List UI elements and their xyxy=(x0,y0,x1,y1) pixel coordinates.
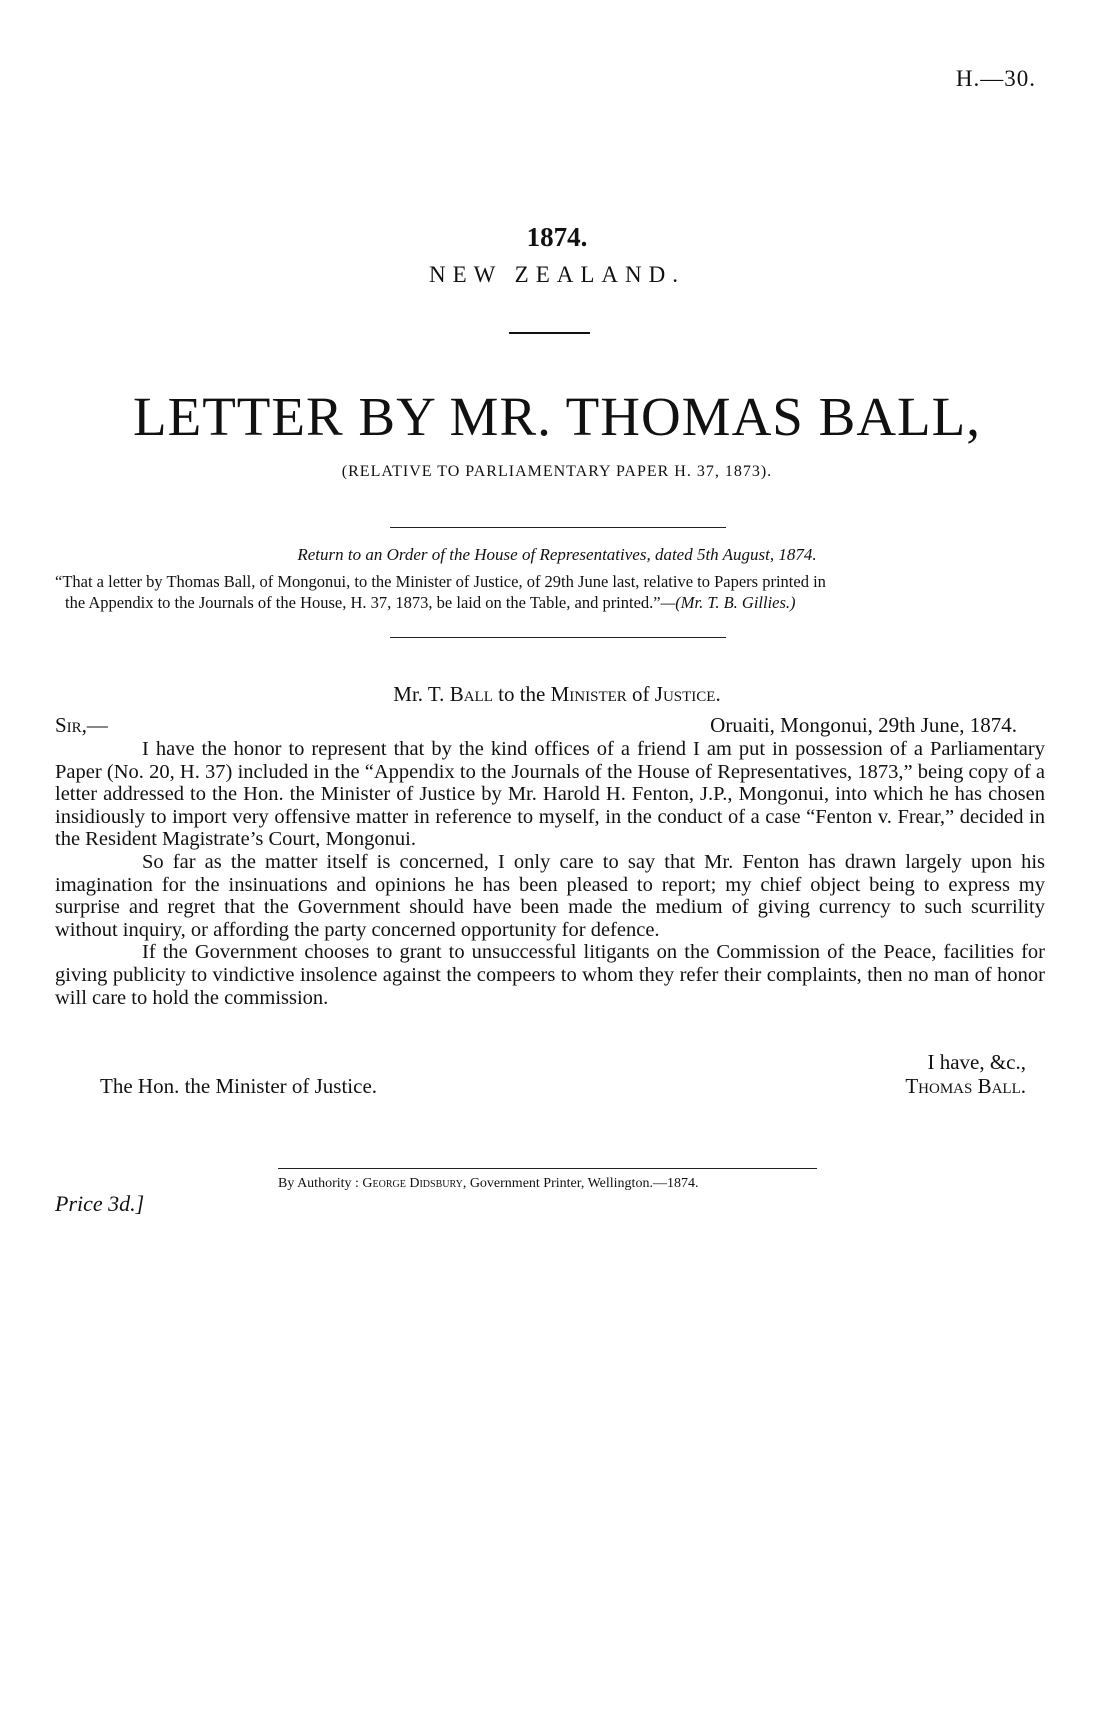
heading-recipient-office: Justice xyxy=(654,682,716,706)
divider-short xyxy=(509,332,590,334)
footer-divider xyxy=(278,1168,817,1169)
addressee: The Hon. the Minister of Justice. xyxy=(100,1074,378,1098)
letter-address: Oruaiti, Mongonui, 29th June, 1874. xyxy=(710,713,1017,737)
heading-text: of xyxy=(626,682,655,706)
letter-paragraph: I have the honor to represent that by the kind offices of a friend I am put in possession of a Parliamentary Paper (No. 20, H. 37) included in the “Appendix to the Journals of the House of Representatives, 1873,” being copy of a letter addressed to the Hon. the Minister of Justice by Mr. Harold H. Fenton, J.P., Mongonui, into which he has chosen insidiously to import very offensive matter in reference to myself, in the conduct of a case “Fenton v. Frear,” decided in the Resident Magistrate’s Court, Mongonui. xyxy=(55,738,1045,851)
document-title: LETTER BY MR. THOMAS BALL, xyxy=(133,386,981,447)
printer-imprint xyxy=(278,1176,698,1192)
divider-top xyxy=(390,527,726,528)
signature: Thomas Ball. xyxy=(905,1074,1026,1098)
return-order: Return to an Order of the House of Representatives, dated 5th August, 1874. xyxy=(297,545,817,564)
resolution-line-1: “That a letter by Thomas Ball, of Mongonui, to the Minister of Justice, of 29th June last, relative to Papers printed in xyxy=(55,572,826,591)
salutation: Sir,— xyxy=(55,713,108,737)
resolution xyxy=(55,571,1055,613)
heading-text: . xyxy=(715,682,721,706)
closing-phrase: I have, &c., xyxy=(927,1050,1026,1074)
resolution-mover: —(Mr. T. B. Gillies.) xyxy=(660,593,796,612)
letter-closing xyxy=(905,1050,1026,1098)
resolution-line-2: the Appendix to the Journals of the House, H. 37, 1873, be laid on the Table, and printed.” xyxy=(65,593,661,612)
year: 1874. xyxy=(526,222,588,252)
heading-text: Mr. T. xyxy=(393,682,450,706)
heading-text: to the xyxy=(492,682,551,706)
printer-name: George Didsbury xyxy=(362,1176,463,1191)
country: NEW ZEALAND. xyxy=(428,262,686,287)
imprint-suffix: , Government Printer, Wellington.—1874. xyxy=(462,1176,699,1191)
document-subtitle: (RELATIVE TO PARLIAMENTARY PAPER H. 37, 1873). xyxy=(341,463,773,480)
heading-recipient: Minister xyxy=(550,682,627,706)
heading-sender: Ball xyxy=(449,682,493,706)
divider-bottom xyxy=(390,637,726,638)
letter-paragraph: So far as the matter itself is concerned, I only care to say that Mr. Fenton has drawn largely upon his imagination for the insinuations and opinions he has been pleased to report; my chief object being to express my surprise and regret that the Government should have been made the medium of giving currency to such scurrility without inquiry, or affording the party concerned opportunity for defence. xyxy=(55,850,1045,941)
imprint-prefix: By Authority : xyxy=(278,1176,363,1191)
paper-reference: H.—30. xyxy=(955,66,1036,91)
price: Price 3d.] xyxy=(55,1191,145,1216)
letter-paragraph: If the Government chooses to grant to unsuccessful litigants on the Commission of the Peace, facilities for giving publicity to vindictive insolence against the compeers to whom they refer their complaints, then no man of honor will care to hold the commission. xyxy=(55,941,1045,1009)
letter-heading xyxy=(0,682,1114,707)
letter-body xyxy=(55,738,1045,1009)
